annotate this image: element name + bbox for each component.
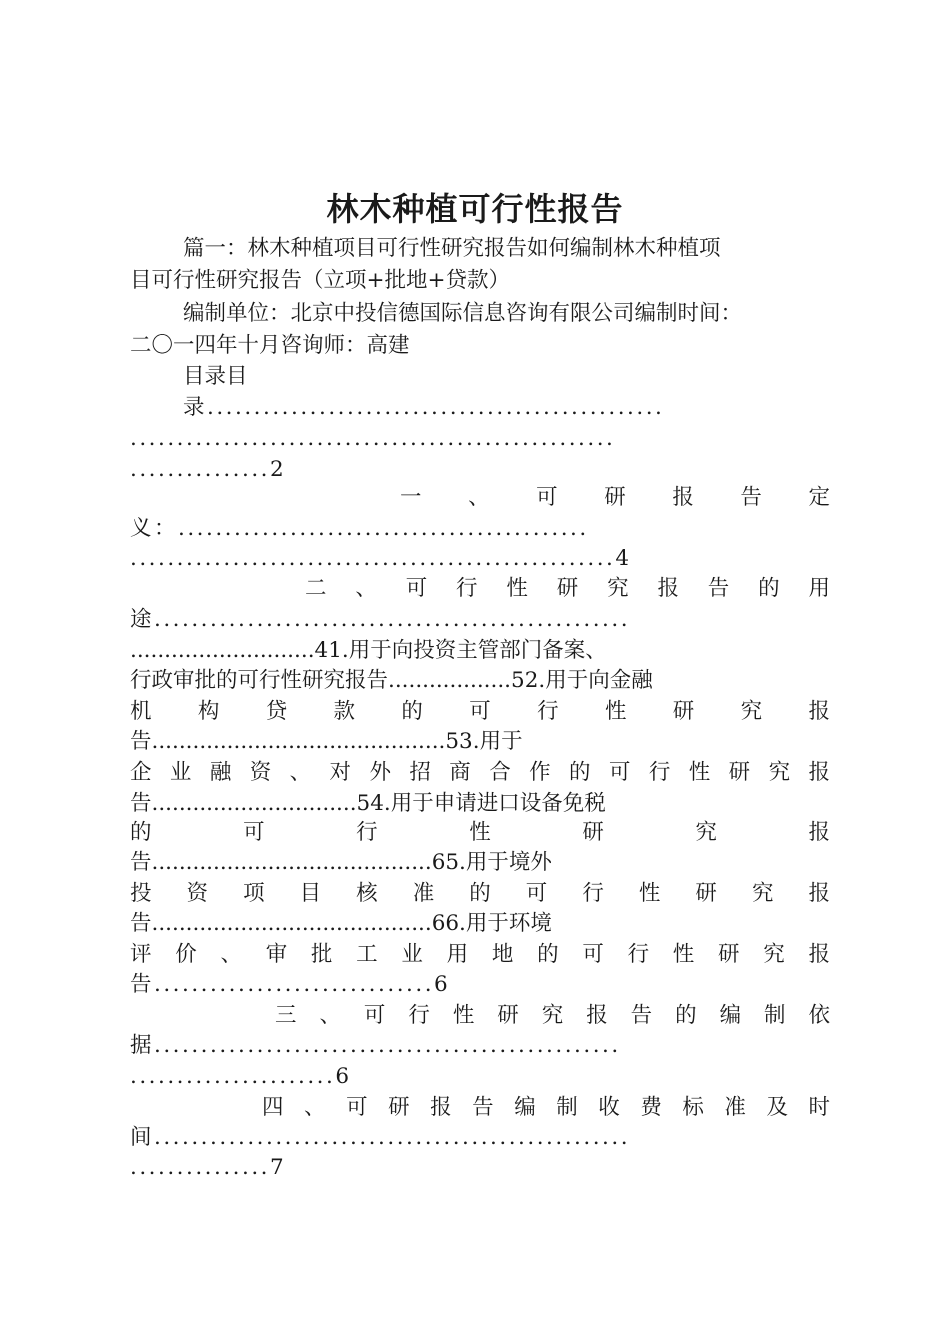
toc-line-16: 告.........................................65.用于境外 [130, 850, 552, 875]
toc-line-25: 间................................................... [130, 1125, 631, 1150]
toc-heading: 目录目 [183, 364, 248, 389]
toc-line-24: 四 、 可 研 报 告 编 制 收 费 标 准 及 时 [262, 1095, 830, 1120]
intro-line-1: 篇一：林木种植项目可行性研究报告如何编制林木种植项 [183, 236, 721, 261]
toc-line-3: ...............2 [130, 457, 287, 482]
toc-line-6: ....................................................4 [130, 546, 632, 571]
toc-line-7: 二 、 可 行 性 研 究 报 告 的 用 [305, 576, 830, 601]
toc-line-26: ...............7 [130, 1155, 287, 1180]
toc-line-18: 告.........................................66.用于环境 [130, 911, 552, 936]
toc-line-1: 录................................................. [183, 395, 665, 420]
toc-line-14: 告..............................54.用于申请进口设备免税 [130, 791, 606, 816]
toc-line-11: 机 构 贷 款 的 可 行 性 研 究 报 [130, 699, 830, 724]
toc-line-2: .................................................... [130, 426, 616, 451]
document-title: 林木种植可行性报告 [326, 190, 624, 228]
intro-line-3: 编制单位：北京中投信德国际信息咨询有限公司编制时间： [183, 301, 743, 326]
toc-line-23: ......................6 [130, 1064, 352, 1089]
toc-line-5: 义：............................................ [130, 516, 589, 541]
toc-line-17: 投 资 项 目 核 准 的 可 行 性 研 究 报 [130, 881, 830, 906]
intro-line-4: 二〇一四年十月咨询师：高建 [130, 333, 410, 358]
toc-line-12: 告...........................................53.用于 [130, 729, 523, 754]
toc-line-15: 的 可 行 性 研 究 报 [130, 820, 830, 845]
toc-line-8: 途................................................... [130, 607, 631, 632]
intro-line-2: 目可行性研究报告（立项+批地+贷款） [130, 268, 511, 293]
toc-line-13: 企 业 融 资 、 对 外 招 商 合 作 的 可 行 性 研 究 报 [130, 760, 830, 785]
toc-line-4: 一 、 可 研 报 告 定 [400, 485, 830, 510]
toc-line-9: ...........................41.用于向投资主管部门备案、 [130, 638, 607, 663]
toc-line-22: 据.................................................. [130, 1033, 621, 1058]
toc-line-20: 告..............................6 [130, 972, 451, 997]
toc-line-21: 三 、 可 行 性 研 究 报 告 的 编 制 依 [275, 1003, 830, 1028]
toc-line-10: 行政审批的可行性研究报告..................52.用于向金融 [130, 668, 653, 693]
toc-line-19: 评 价 、 审 批 工 业 用 地 的 可 行 性 研 究 报 [130, 942, 830, 967]
